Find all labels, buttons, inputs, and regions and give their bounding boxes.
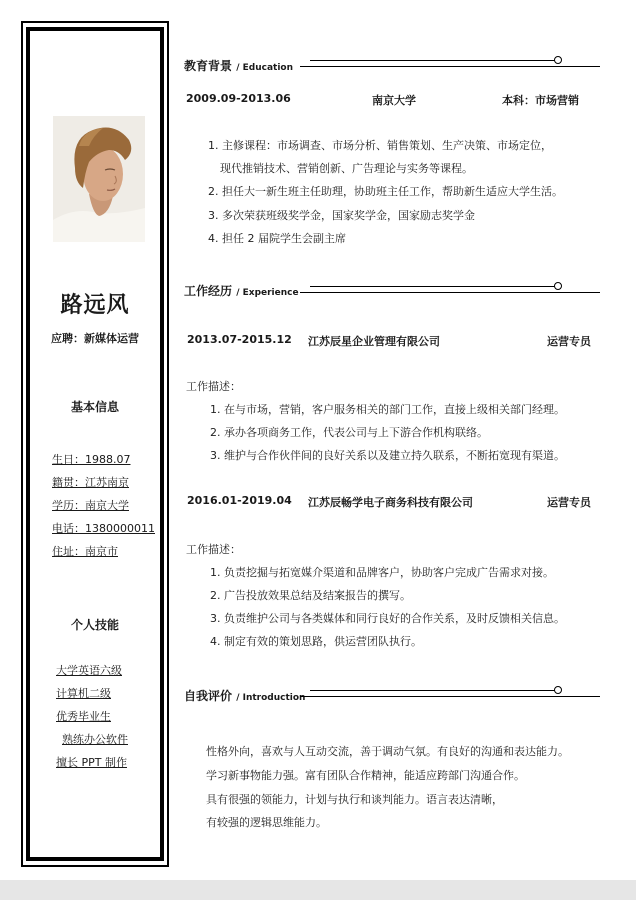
job1-item: 1. 在与市场，营销，客户服务相关的部门工作，直接上级相关部门经理。	[210, 403, 565, 416]
job1-company: 江苏辰星企业管理有限公司	[308, 335, 440, 348]
education-title	[184, 57, 293, 74]
skill-item: 优秀毕业生	[56, 710, 111, 723]
info-phone: 电话：1380000011	[52, 522, 155, 535]
self-eval-line: 学习新事物能力强。富有团队合作精神，能适应跨部门沟通合作。	[206, 769, 525, 782]
skills-heading: 个人技能	[70, 618, 119, 632]
education-period: 2009.09-2013.06	[186, 92, 291, 105]
info-hometown: 籍贯：江苏南京	[52, 476, 129, 489]
job2-desc-label: 工作描述：	[186, 543, 241, 556]
job1-item: 3. 维护与合作伙伴间的良好关系以及建立持久联系，不断拓宽现有渠道。	[210, 449, 565, 462]
job1-period: 2013.07-2015.12	[187, 333, 292, 346]
education-rule-bottom	[300, 66, 600, 67]
job2-item: 1. 负责挖掘与拓宽媒介渠道和品牌客户，协助客户完成广告需求对接。	[210, 566, 554, 579]
self-eval-title-cn: 自我评价	[184, 689, 233, 703]
page-bottom-margin	[0, 880, 636, 900]
job2-item: 3. 负责维护公司与各类媒体和同行良好的合作关系，及时反馈相关信息。	[210, 612, 565, 625]
education-item: 3. 多次荣获班级奖学金，国家奖学金，国家励志奖学金	[208, 209, 475, 222]
education-rule-top	[310, 60, 560, 61]
self-eval-title-en: / Introduction	[236, 693, 306, 703]
education-item: 1. 主修课程：市场调查、市场分析、销售策划、生产决策、市场定位，	[208, 139, 552, 152]
experience-title-en: / Experience	[236, 288, 299, 298]
skill-item: 擅长 PPT 制作	[56, 756, 127, 769]
experience-rule-bottom	[300, 292, 600, 293]
experience-title	[184, 282, 299, 299]
education-item: 2. 担任大一新生班主任助理，协助班主任工作，帮助新生适应大学生活。	[208, 185, 563, 198]
job2-role: 运营专员	[547, 496, 591, 509]
education-school: 南京大学	[372, 94, 416, 107]
self-eval-title	[184, 687, 305, 704]
job2-company: 江苏辰畅学电子商务科技有限公司	[308, 496, 473, 509]
basic-info-heading: 基本信息	[70, 400, 119, 414]
skill-item: 大学英语六级	[56, 664, 122, 677]
self-eval-rule-circle	[554, 686, 562, 694]
info-birthday: 生日：1988.07	[52, 453, 131, 466]
profile-photo	[53, 116, 145, 242]
self-eval-rule-bottom	[300, 696, 600, 697]
info-education: 学历：南京大学	[52, 499, 129, 512]
job1-desc-label: 工作描述：	[186, 380, 241, 393]
self-eval-rule-top	[310, 690, 560, 691]
self-eval-line: 性格外向，喜欢与人互动交流，善于调动气氛。有良好的沟通和表达能力。	[206, 745, 569, 758]
experience-rule-top	[310, 286, 560, 287]
education-title-en: / Education	[236, 63, 294, 73]
education-item: 现代推销技术、营销创新、广告理论与实务等课程。	[220, 162, 473, 175]
skill-item: 熟练办公软件	[62, 733, 128, 746]
job1-role: 运营专员	[547, 335, 591, 348]
candidate-name: 路远风	[60, 293, 130, 318]
job2-item: 4. 制定有效的策划思路，供运营团队执行。	[210, 635, 422, 648]
skill-item: 计算机二级	[56, 687, 111, 700]
education-degree: 本科：市场营销	[502, 94, 579, 107]
education-item: 4. 担任 2 届院学生会副主席	[208, 232, 346, 245]
self-eval-line: 有较强的逻辑思维能力。	[206, 816, 327, 829]
info-address: 住址：南京市	[52, 545, 118, 558]
apply-position: 应聘：新媒体运营	[51, 332, 139, 345]
education-rule-circle	[554, 56, 562, 64]
job2-period: 2016.01-2019.04	[187, 494, 292, 507]
experience-title-cn: 工作经历	[184, 284, 233, 298]
self-eval-line: 具有很强的领能力，计划与执行和谈判能力。语言表达清晰，	[206, 793, 503, 806]
education-title-cn: 教育背景	[184, 59, 233, 73]
experience-rule-circle	[554, 282, 562, 290]
job1-item: 2. 承办各项商务工作，代表公司与上下游合作机构联络。	[210, 426, 488, 439]
job2-item: 2. 广告投放效果总结及结案报告的撰写。	[210, 589, 411, 602]
